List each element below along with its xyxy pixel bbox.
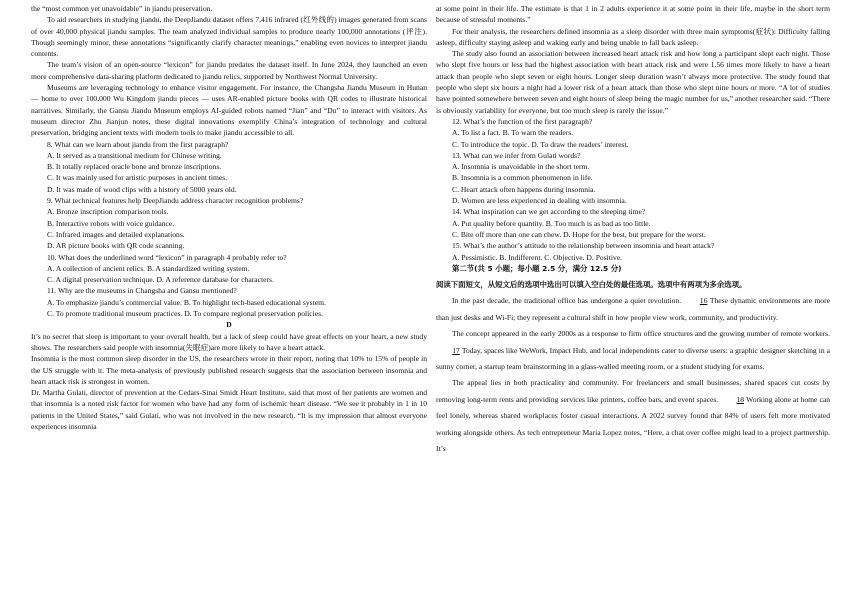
question-9: 9. What technical features help DeepJiandu address character recognition problems?	[47, 196, 304, 206]
question-15: 15. What’s the author’s attitude to the relationship between insomnia and heart attack?	[452, 241, 715, 251]
q9-option-a[interactable]: A. Bronze inscription comparison tools.	[47, 207, 169, 217]
passage-d-para-3-end: at some point in their life. The estimate is that 1 in 2 adults experience it at some point in their life, maybe in the short term because of stressful moments.”	[436, 4, 830, 25]
q14-options-ab[interactable]: A. Put quality before quantity. B. Too much is as bad as too little.	[452, 218, 651, 228]
question-11: 11. Why are the museums in Changsha and Gansu mentioned?	[47, 286, 237, 296]
passage-c-para-3-end: the “most common yet unavoidable” in jiandu preservation.	[31, 4, 213, 13]
q13-option-a[interactable]: A. Insomnia is unavoidable in the short term.	[452, 162, 590, 172]
left-column	[31, 3, 427, 432]
q15-options[interactable]: A. Pessimistic. B. Indifferent. C. Objective. D. Positive.	[452, 252, 623, 262]
section-2-heading: 第二节(共 5 小题；每小题 2.5 分，满分 12.5 分)	[452, 263, 622, 273]
cloze-para-2	[436, 326, 830, 375]
passage-d-para-5: The study also found an association between increased heart attack risk and how long a participant slept each night. Those who slept five hours or less had the highest association with heart attack risk and were 1.56 times more likely to have a heart attack than people who slept seven or eight hours. Longer sleep duration wasn’t always more protective. The study found that people who slept six hours a night had a lower risk of a heart attack than those who slept nine hours or more. “A lot of studies have pointed somewhere between seven and eight hours of sleep being the magic number for us,” another researcher said. “There is obviously variability for everyone, but too much sleep is rarely the issue.”	[436, 49, 830, 115]
passage-d-heading: D	[226, 320, 232, 330]
cloze-para-3	[436, 375, 830, 457]
question-13: 13. What can we infer from Gulati words?	[452, 150, 581, 160]
q9-option-c[interactable]: C. Infrared images and detailed explanations.	[47, 229, 185, 239]
question-14: 14. What inspiration can we get according to the sleeping time?	[452, 207, 646, 217]
q13-option-c[interactable]: C. Heart attack often happens during insomnia.	[452, 184, 596, 194]
q9-option-b[interactable]: B. Interactive robots with voice guidance.	[47, 218, 175, 228]
q14-options-cd[interactable]: C. Bite off more than one can chew. D. Hope for the best, but prepare for the worst.	[452, 229, 706, 239]
q8-option-c[interactable]: C. It was mainly used for artistic purposes in ancient times.	[47, 173, 228, 183]
q8-option-d[interactable]: D. It was made of wood clips with a history of 5000 years old.	[47, 184, 237, 194]
passage-d-para-1: It’s no secret that sleep is important to your overall health, but a lack of sleep could have great effects on your heart, a new study shows. The researchers said people with insomnia(失眠症)are more likely to have a heart attack.	[31, 331, 427, 352]
passage-d-para-4: For their analysis, the researchers defined insomnia as a sleep disorder with three main symptoms(症状): Difficulty falling asleep, difficulty staying asleep and waking early and being unable to fall back asleep.	[436, 26, 830, 47]
q11-options-cd[interactable]: C. To promote traditional museum practices. D. To compare regional preservation policies.	[47, 309, 323, 319]
passage-c-para-4: To aid researchers in studying jiandu, the DeepJiandu dataset offers 7,416 infrared (红外线的) images generated from scans of over 40,000 physical jiandu samples. The team analyzed individual samples to produce nearly 100,000 annotations (评注). Though seemingly minor, these annotations “significantly clarify character meanings,” enabling even novices to interpret jiandu contents.	[31, 15, 427, 59]
q10-options-cd[interactable]: C. A digital preservation technique. D. A reference database for characters.	[47, 275, 274, 285]
q11-options-ab[interactable]: A. To emphasize jiandu’s commercial value. B. To highlight tech-based educational system.	[47, 297, 326, 307]
right-column	[436, 3, 830, 457]
question-10: 10. What does the underlined word “lexicon” in paragraph 4 probably refer to?	[47, 252, 287, 262]
q12-options-ab[interactable]: A. To list a fact. B. To warn the readers.	[452, 128, 574, 138]
q8-option-a[interactable]: A. It served as a transitional medium for Chinese writing.	[47, 150, 222, 160]
question-8: 8. What can we learn about jiandu from the first paragraph?	[47, 139, 229, 149]
passage-d-para-2: Insomnia is the most common sleep disorder in the US, the researchers wrote in their report, noting that 10% to 15% of people in the US struggle with it. The meta-analysis of previously published research suggests that the association between insomnia and heart attack risk is strongest in women.	[31, 354, 427, 386]
passage-d-para-3: Dr. Martha Gulati, director of prevention at the Cedars-Sinai Smidt Heart Institute, said that most of her patients are women and that insomnia is a noted risk factor for women who have had any form of ischemic heart disease. “We see it probably in 1 in 10 patients in the United States,” said Gulati, who was not involved in the new research. “It is my impression that almost everyone experiences insomnia	[31, 388, 427, 431]
cloze-para-1	[436, 293, 830, 326]
q9-option-d[interactable]: D. AR picture books with QR code scanning.	[47, 241, 185, 251]
cloze-instructions: 阅读下面短文，从短文后的选项中选出可以填入空白处的最佳选项。选项中有两项为多余选项。	[436, 280, 747, 290]
cloze-text: Working alone at home can feel lonely, whereas shared workplaces foster casual interactions. A 2022 survey found that 84% of users felt more motivated working alongside others. As tech entrepreneur Maria Lopez notes, “Here, a chat over coffee might lead to a project partnership. It’s	[436, 394, 830, 454]
blank-17[interactable]: 17	[452, 345, 460, 355]
cloze-text: These dynamic environments are more than just desks and Wi-Fi; they represent a cultural shift in how people view work, community, and productivity.	[436, 296, 830, 322]
cloze-text: Today, spaces like WeWork, Impact Hub, and local independents cater to diverse users: a graphic designer sketching in a sunny corner, a startup team brainstorming in a glass-walled meeting room, or a student studying for exams.	[436, 345, 830, 372]
blank-18[interactable]: 18	[736, 394, 745, 404]
q10-options-ab[interactable]: A. A collection of ancient relics. B. A standardized writing system.	[47, 263, 250, 273]
q12-options-cd[interactable]: C. To introduce the topic. D. To draw the readers’ interest.	[452, 139, 629, 149]
q8-option-b[interactable]: B. It totally replaced oracle bone and bronze inscriptions.	[47, 162, 222, 172]
question-12: 12. What’s the function of the first paragraph?	[452, 116, 593, 126]
blank-16[interactable]: 16	[699, 296, 708, 306]
q13-option-b[interactable]: B. Insomnia is a common phenomenon in life.	[452, 173, 593, 183]
cloze-text: The concept appeared in the early 2000s as a response to firm office structures and the growing number of remote workers.	[452, 329, 830, 339]
cloze-text: In the past decade, the traditional office has undergone a quiet revolution.	[452, 296, 684, 306]
cloze-text: The appeal lies in both practicality and community. For freelancers and small businesses, shared spaces cut costs by removing long-term rents and providing services like printers, coffee bars, and event spaces.	[436, 378, 830, 404]
passage-c-para-5: The team’s vision of an open-source “lexicon” for jiandu predates the dataset itself. In June 2024, they launched an even more comprehensive data-sharing platform dedicated to jiandu relics, supported by Northwest Normal University.	[31, 60, 427, 81]
passage-c-para-6: Museums are leveraging technology to enhance visitor engagement. For instance, the Changsha Jiandu Museum in Hunan — home to over 100,000 Wu Kingdom jiandu pieces — uses AR-enabled picture books with QR codes to illustrate historical narratives. Similarly, the Gansu Jiandu Museum employs AI-guided robots named “Jian” and “Du” to interact with visitors. As museum director Zhu Jianjun notes, these digital innovations exemplify China’s integration of technology and cultural preservation, bridging ancient texts with modern tools to make jiandu accessible to all.	[31, 83, 427, 138]
q13-option-d[interactable]: D. Women are less experienced in dealing with insomnia.	[452, 196, 627, 206]
